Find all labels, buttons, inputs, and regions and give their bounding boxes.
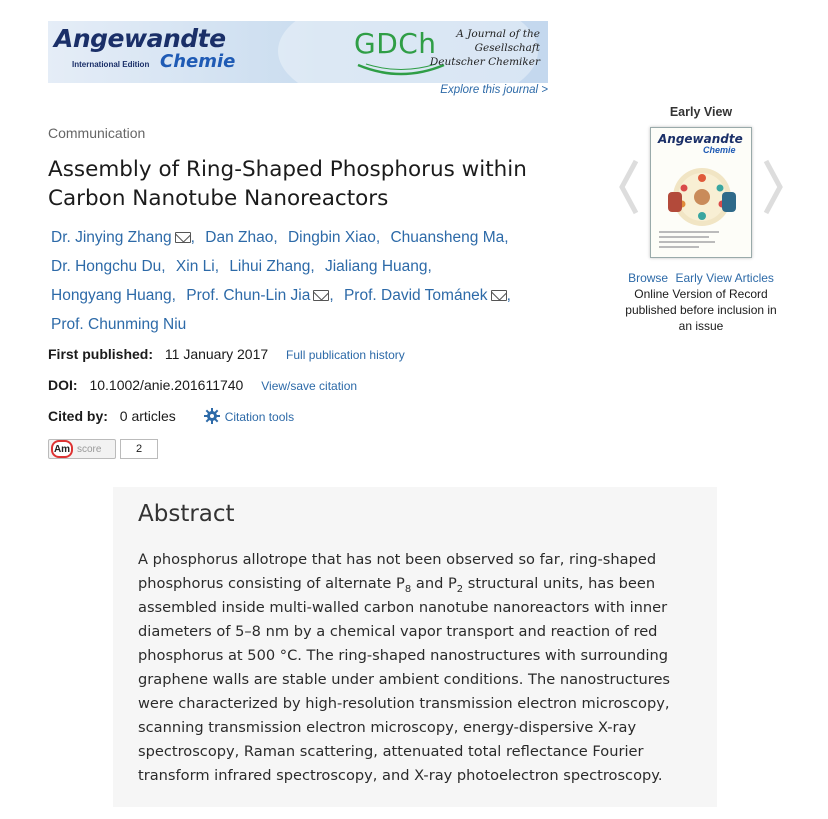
- cited-by-label: Cited by:: [48, 408, 108, 424]
- author-link[interactable]: Prof. Chunming Niu: [51, 316, 187, 333]
- gear-icon: [204, 408, 220, 424]
- cover-carousel: [615, 127, 787, 259]
- abstract-heading: Abstract: [138, 501, 235, 527]
- early-view-sidebar: [615, 105, 787, 334]
- journal-logo-sub: Chemie: [160, 51, 236, 72]
- gdch-text-1: A Journal of the: [456, 28, 540, 40]
- abstract-sub-1: 8: [404, 583, 412, 595]
- abstract-text-2: and P: [411, 575, 457, 592]
- cover-artwork-icon: [664, 166, 740, 228]
- author-link[interactable]: Dingbin Xiao: [287, 229, 376, 246]
- chevron-left-icon[interactable]: [618, 157, 640, 217]
- author-separator: ,: [273, 229, 278, 246]
- early-view-title: Early View: [669, 105, 733, 119]
- gdch-logo: GDCh: [354, 27, 437, 60]
- abstract-text: [138, 548, 704, 788]
- author-separator: ,: [214, 258, 219, 275]
- author-link[interactable]: Dr. Jinying Zhang: [51, 229, 172, 246]
- first-published-row: [48, 346, 405, 362]
- author-list: [51, 223, 571, 339]
- email-icon[interactable]: [313, 290, 329, 301]
- cover-text-lines: [659, 231, 719, 251]
- early-view-articles-link[interactable]: Early View Articles: [675, 271, 774, 285]
- author-separator: ,: [375, 229, 381, 246]
- journal-banner[interactable]: [48, 21, 548, 83]
- cited-by-value: 0 articles: [119, 408, 176, 424]
- doi-row: [48, 377, 357, 393]
- altmetric-widget[interactable]: [48, 439, 158, 459]
- author-link[interactable]: Chuansheng Ma: [390, 229, 505, 246]
- abstract-text-1: A phosphorus allotrope that has not been observed so far, ring-shaped phosphorus consisting of alternate P: [138, 551, 657, 592]
- author-link[interactable]: Dr. Hongchu Du: [51, 258, 162, 275]
- author-link[interactable]: Prof. Chun-Lin Jia: [186, 287, 311, 304]
- altmetric-badge[interactable]: [48, 439, 116, 459]
- abstract-section: [113, 487, 717, 807]
- abstract-text-3: structural units, has been assembled inside multi-walled carbon nanotube nanoreactors with inner diameters of 5–8 nm by a chemical vapor transport and reaction of red phosphorus at 500 °C. The ring-shaped nanostructures with surrounding graphene walls are stable under ambient conditions. The nanostructures were characterized by high-resolution transmission electron microscopy, scanning transmission electron microscopy, energy-dispersive X-ray spectroscopy, Raman scattering, attenuated total reflectance Fourier transform infrared spectroscopy, and X-ray photoelectron spectroscopy.: [138, 575, 671, 784]
- abstract-sub-2: 2: [456, 583, 464, 595]
- journal-cover-image[interactable]: [650, 127, 752, 258]
- gdch-text-2: Gesellschaft: [474, 42, 540, 54]
- author-email[interactable]: [172, 229, 191, 246]
- email-icon[interactable]: [175, 232, 191, 243]
- author-link[interactable]: Lihui Zhang: [229, 258, 311, 275]
- publication-history-link[interactable]: Full publication history: [286, 348, 405, 362]
- altmetric-am-icon: Am: [51, 440, 73, 458]
- article-type: Communication: [48, 125, 146, 141]
- chevron-right-icon[interactable]: [762, 157, 784, 217]
- author-separator: ,: [329, 287, 334, 304]
- author-link[interactable]: Jialiang Huang: [324, 258, 428, 275]
- browse-early-view[interactable]: [615, 270, 787, 286]
- cover-logo-name: Angewandte: [658, 132, 743, 146]
- browse-label[interactable]: Browse: [628, 271, 669, 285]
- author-separator: ,: [506, 287, 511, 304]
- doi-label: DOI:: [48, 377, 78, 393]
- view-save-citation-link[interactable]: View/save citation: [261, 379, 358, 393]
- doi-value[interactable]: 10.1002/anie.201611740: [89, 377, 244, 393]
- article-title: Assembly of Ring-Shaped Phosphorus within Carbon Nanotube Nanoreactors: [48, 157, 527, 211]
- gdch-text-3: Deutscher Chemiker: [429, 56, 540, 68]
- first-published-value: 11 January 2017: [164, 346, 269, 362]
- author-link[interactable]: Dan Zhao: [205, 229, 274, 246]
- author-separator: ,: [171, 287, 176, 304]
- author-link[interactable]: Hongyang Huang: [51, 287, 172, 304]
- online-version-note: Online Version of Record published before inclusion in an issue: [625, 287, 777, 333]
- author-separator: ,: [310, 258, 315, 275]
- author-separator: ,: [190, 229, 195, 246]
- citation-tools-label: Citation tools: [224, 410, 295, 424]
- author-separator: ,: [504, 229, 509, 246]
- explore-journal-link[interactable]: Explore this journal >: [440, 84, 548, 96]
- author-email[interactable]: [488, 287, 507, 304]
- citation-tools-link[interactable]: [204, 410, 294, 424]
- author-separator: ,: [161, 258, 166, 275]
- author-link[interactable]: Xin Li: [175, 258, 215, 275]
- journal-logo-edition: International Edition: [72, 60, 150, 69]
- author-link[interactable]: Prof. David Tománek: [343, 287, 488, 304]
- first-published-label: First published:: [48, 346, 153, 362]
- author-separator: ,: [427, 258, 432, 275]
- author-email[interactable]: [310, 287, 329, 304]
- cover-logo-sub: Chemie: [703, 145, 736, 155]
- email-icon[interactable]: [491, 290, 507, 301]
- gdch-description: [430, 27, 540, 69]
- altmetric-score-value: 2: [120, 439, 158, 459]
- journal-logo-name: Angewandte: [54, 24, 226, 53]
- cited-by-row: [48, 408, 294, 424]
- altmetric-score-label: score: [77, 443, 102, 455]
